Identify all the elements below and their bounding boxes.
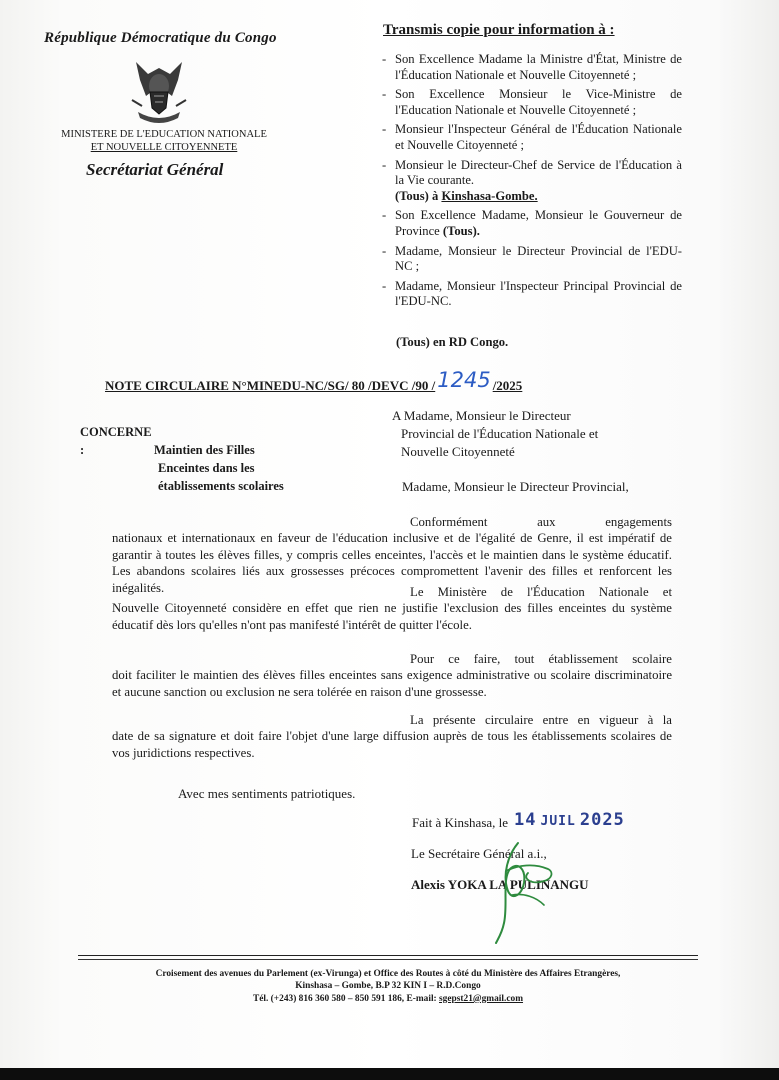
subject-label: CONCERNE : bbox=[80, 425, 152, 457]
addressee-line-2: Provincial de l'Éducation Nationale et bbox=[401, 426, 599, 441]
recipients-closing: (Tous) en RD Congo. bbox=[396, 335, 509, 349]
recipient-item: - Son Excellence Madame, Monsieur le Gouverneur de Province (Tous). bbox=[382, 208, 682, 238]
handwritten-signature bbox=[478, 835, 568, 945]
date-stamp: 14 JUIL 2025 bbox=[514, 810, 625, 830]
subject-line-2: Enceintes dans les bbox=[158, 461, 255, 475]
subject-line-3: établissements scolaires bbox=[158, 479, 284, 493]
ministry-name bbox=[44, 128, 284, 154]
recipient-item: - Madame, Monsieur le Directeur Provincial de l'EDU-NC ; bbox=[382, 243, 682, 274]
body-paragraph-1: Conformément aux engagements nationaux et internationaux en faveur de l'éducation inclusive et de l'égalité de Genre, il est impératif de garantir à toutes les élèves filles, y compris celles enceintes, l'accès et le maintien dans le système éducatif. Les abandons scolaires liés aux grossesses précoces compromettent l'avenir des filles et renforcent les inégalités. bbox=[112, 515, 672, 595]
recipient-item: - Monsieur l'Inspecteur Général de l'Éducation Nationale et Nouvelle Citoyenneté ; bbox=[382, 122, 682, 152]
recipient-item: - Madame, Monsieur l'Inspecteur Principal Provincial de l'EDU-NC. bbox=[382, 278, 682, 309]
footer-address bbox=[78, 968, 698, 1005]
footer-rule-thin bbox=[78, 959, 698, 960]
recipient-item: - Son Excellence Monsieur le Vice-Ministre de l'Education Nationale et Nouvelle Citoyenneté ; bbox=[382, 87, 682, 117]
recipient-item: - Monsieur le Directeur-Chef de Service de l'Éducation à la Vie courante. (Tous) à Kinshasa-Gombe. bbox=[382, 157, 682, 203]
coat-of-arms-emblem bbox=[128, 56, 190, 126]
copy-recipients-list bbox=[382, 52, 682, 314]
addressee-block bbox=[392, 407, 652, 461]
subject-block bbox=[80, 423, 284, 495]
footer-line-2: Kinshasa – Gombe, B.P 32 KIN I – R.D.Congo bbox=[295, 981, 481, 992]
body-paragraph-4: La présente circulaire entre en vigueur à la date de sa signature et doit faire l'objet d'une large diffusion auprès de tous les établissements scolaires de vos juridictions respectives. bbox=[112, 713, 672, 760]
addressee-line-3: Nouvelle Citoyenneté bbox=[401, 444, 515, 459]
ministry-line-1: MINISTERE DE L'EDUCATION NATIONALE bbox=[61, 129, 267, 140]
recipient-item: - Son Excellence Madame la Ministre d'État, Ministre de l'Éducation Nationale et Nouvelle Citoyenneté ; bbox=[382, 52, 682, 82]
secretariat-heading: Secrétariat Général bbox=[86, 160, 224, 179]
handwritten-number: 1245 bbox=[437, 368, 491, 392]
circular-reference: NOTE CIRCULAIRE N°MINEDU-NC/SG/ 80 /DEVC /90 /1245 /2025 bbox=[105, 368, 523, 393]
signatory-title: Le Secrétaire Général a.i., bbox=[411, 846, 547, 861]
body-paragraph-3: Pour ce faire, tout établissement scolaire doit faciliter le maintien des élèves filles enceintes sans exigence administrative ou scolaire discriminatoire et aucune sanction ou exclusion ne sera tolérée en raison d'une grossesse. bbox=[112, 652, 672, 699]
bottom-edge bbox=[0, 1068, 779, 1080]
salutation: Madame, Monsieur le Directeur Provincial, bbox=[402, 479, 629, 494]
closing-formula: Avec mes sentiments patriotiques. bbox=[178, 786, 356, 801]
place-and-date: Fait à Kinshasa, le 14 JUIL 2025 bbox=[412, 810, 625, 830]
footer-line-1: Croisement des avenues du Parlement (ex-Virunga) et Office des Routes à côté du Ministère des Affaires Etrangères, bbox=[155, 969, 621, 979]
body-paragraph-2: Le Ministère de l'Éducation Nationale et Nouvelle Citoyenneté considère en effet que rien ne justifie l'exclusion des filles enceintes du système éducatif dès lors qu'elles n'ont pas manifesté l'intérêt de quitter l'école. bbox=[112, 585, 672, 632]
footer-rule bbox=[78, 955, 698, 956]
subject-line-1: Maintien des Filles bbox=[154, 443, 255, 457]
republic-heading: République Démocratique du Congo bbox=[44, 30, 277, 46]
copy-recipients-title: Transmis copie pour information à : bbox=[383, 22, 615, 38]
footer-email: sgepst21@gmail.com bbox=[439, 993, 524, 1004]
footer-contact: Tél. (+243) 816 360 580 – 850 591 186, E-mail: sgepst21@gmail.com bbox=[252, 993, 524, 1004]
signatory-name: Alexis YOKA LA PULINANGU bbox=[411, 877, 589, 892]
ministry-line-2: ET NOUVELLE CITOYENNETE bbox=[90, 142, 238, 153]
addressee-line-1: A Madame, Monsieur le Directeur bbox=[392, 408, 571, 423]
